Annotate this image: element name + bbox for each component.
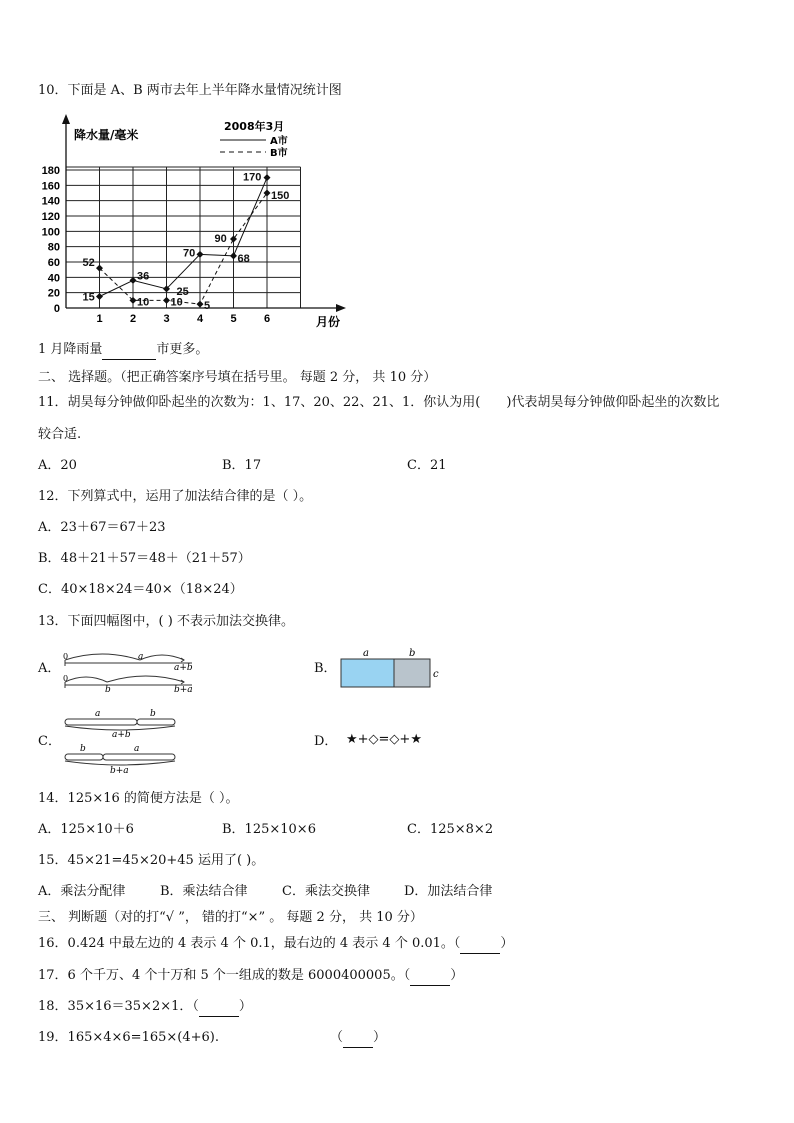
q14-option-b[interactable]: B．125×10×6	[222, 822, 316, 837]
q15-option-c[interactable]: C．乘法交换律	[282, 884, 370, 899]
y-tick-label: 140	[41, 195, 60, 208]
data-label: 5	[204, 300, 211, 313]
chart-labels	[42, 119, 340, 329]
data-point	[130, 277, 137, 284]
fig-a-aplusb: a+b	[174, 663, 193, 673]
q17-close: ）	[450, 968, 464, 983]
x-tick-label: 5	[230, 313, 237, 325]
data-point	[96, 293, 103, 300]
q17-line	[38, 967, 463, 986]
q13-label-d[interactable]: D．	[314, 734, 338, 749]
y-tick-label: 100	[41, 226, 60, 239]
q15-option-b[interactable]: B．乘法结合律	[160, 884, 248, 899]
q13-stem: 13．下面四幅图中，( ) 不表示加法交换律。	[38, 614, 294, 629]
data-point	[264, 190, 271, 197]
data-label: 70	[183, 247, 196, 260]
data-point	[230, 236, 237, 243]
section2-heading: 二、 选择题。（把正确答案序号填在括号里。 每题 2 分， 共 10 分）	[38, 370, 437, 385]
q11-option-c[interactable]: C．21	[407, 458, 447, 473]
q11-stem-line2: 较合适.	[38, 427, 82, 442]
q19-stem: 19．165×4×6=165×(4+6).	[38, 1030, 219, 1045]
q15-option-d[interactable]: D．加法结合律	[404, 884, 493, 899]
y-axis-arrow	[62, 114, 70, 124]
fig-c-a-2: a	[134, 744, 140, 754]
y-tick-label: 20	[47, 287, 60, 300]
q10-answer-prefix: 1 月降雨量	[38, 342, 103, 357]
y-tick-label: 80	[47, 241, 60, 254]
q17-stem: 17．6 个千万、4 个十万和 5 个一组成的数是 6000400005。（	[38, 968, 411, 983]
q13-label-a[interactable]: A．	[38, 661, 61, 676]
x-axis-arrow	[336, 304, 346, 312]
q18-answer-blank[interactable]	[199, 998, 239, 1017]
data-label: 10	[137, 296, 150, 309]
chart-title: 2008年3月	[224, 120, 285, 133]
fig-a-b: b	[105, 685, 111, 692]
q16-close: ）	[500, 936, 514, 951]
q17-answer-blank[interactable]	[410, 967, 450, 986]
fig-c-aplusb: a+b	[112, 730, 131, 740]
x-tick-label: 2	[129, 313, 137, 325]
legend-label: B市	[270, 148, 288, 159]
data-label: 10	[170, 296, 183, 309]
q19-answer-area	[330, 1029, 386, 1048]
q10-answer-suffix: 市更多。	[156, 342, 209, 357]
q18-line	[38, 998, 252, 1017]
y-tick-label: 120	[41, 211, 60, 223]
data-point	[230, 252, 237, 259]
q16-stem: 16．0.424 中最左边的 4 表示 4 个 0.1，最右边的 4 表示 4 个 0.01。（	[38, 936, 461, 951]
y-tick-label: 160	[41, 180, 60, 193]
q11-option-b[interactable]: B．17	[222, 458, 262, 473]
q12-option-c[interactable]: C．40×18×24＝40×（18×24）	[38, 582, 243, 597]
q13-figure-a	[62, 646, 202, 692]
fig-b-a: a	[363, 648, 369, 659]
q12-stem: 12．下列算式中，运用了加法结合律的是（ ）。	[38, 489, 313, 504]
q12-option-b[interactable]: B．48＋21＋57＝48＋（21＋57）	[38, 551, 251, 566]
x-axis-title: 月份	[316, 315, 341, 329]
y-tick-label: 0	[53, 303, 60, 315]
q13-figure-b	[336, 645, 446, 691]
series-line-0	[100, 178, 268, 297]
fig-b-region-a	[341, 659, 394, 687]
section3-heading: 三、 判断题（对的打“√ ”， 错的打“×” 。 每题 2 分， 共 10 分）	[38, 910, 423, 925]
q11-option-a[interactable]: A．20	[38, 458, 77, 473]
y-tick-label: 60	[47, 257, 60, 269]
y-tick-label: 180	[41, 165, 60, 177]
fig-b-region-b	[394, 659, 430, 687]
fig-a-bplusa: b+a	[174, 685, 193, 692]
q10-answer-blank[interactable]	[102, 341, 156, 360]
fig-c-a: a	[95, 709, 101, 719]
q10-title: 10．下面是 A、B 两市去年上半年降水量情况统计图	[38, 83, 342, 98]
x-tick-label: 6	[263, 313, 271, 325]
q11-stem-b: )代表胡昊每分钟做仰卧起坐的次数比	[506, 395, 720, 410]
x-tick-label: 3	[163, 313, 170, 325]
q13-label-c[interactable]: C．	[38, 734, 61, 749]
data-point	[163, 297, 170, 304]
q13-figure-d: ★+◇=◇+★	[346, 732, 422, 747]
y-axis-title: 降水量/毫米	[74, 128, 139, 142]
q10-answer-line	[38, 341, 208, 360]
fig-a-zero: 0	[63, 652, 69, 661]
q19-close: ）	[373, 1030, 387, 1045]
q14-option-a[interactable]: A．125×10＋6	[38, 822, 134, 837]
fig-c-bplusa: b+a	[110, 766, 129, 776]
data-label: 52	[82, 257, 95, 270]
fig-b-b: b	[409, 648, 416, 659]
q15-stem: 15．45×21=45×20+45 运用了( )。	[38, 853, 265, 868]
data-label: 25	[176, 285, 189, 298]
q19-open: （	[330, 1030, 344, 1045]
q11-stem-line1	[38, 394, 719, 412]
data-label: 90	[214, 233, 227, 245]
data-label: 150	[271, 190, 290, 202]
data-label: 15	[82, 291, 95, 304]
q16-line	[38, 935, 513, 954]
q18-stem: 18．35×16＝35×2×1．（	[38, 999, 199, 1014]
q19-answer-blank[interactable]	[343, 1029, 373, 1048]
q15-option-a[interactable]: A．乘法分配律	[38, 884, 126, 899]
data-point	[197, 301, 204, 308]
fig-b-c: c	[433, 669, 439, 680]
fig-a-zero-2: 0	[63, 674, 69, 683]
data-label: 170	[243, 171, 262, 184]
x-tick-label: 4	[196, 313, 204, 325]
fig-c-b-2: b	[80, 744, 86, 754]
q13-figure-c	[62, 704, 182, 776]
data-point	[264, 174, 271, 181]
q14-option-c[interactable]: C．125×8×2	[407, 822, 494, 837]
q11-stem-a: 11．胡昊每分钟做仰卧起坐的次数为：1、17、20、22、21、1．你认为用(	[38, 395, 481, 410]
chart-axes	[62, 114, 346, 312]
data-label: 36	[137, 270, 150, 283]
fig-a-a: a	[138, 652, 144, 662]
q19-line	[38, 1029, 219, 1047]
q16-answer-blank[interactable]	[460, 935, 500, 954]
fig-c-b: b	[150, 709, 156, 719]
legend-label: A市	[270, 136, 288, 147]
data-label: 68	[237, 252, 250, 265]
x-tick-label: 1	[96, 313, 103, 325]
rainfall-line-chart	[30, 110, 360, 335]
q18-close: ）	[238, 999, 252, 1014]
q14-stem: 14．125×16 的简便方法是（ ）。	[38, 791, 239, 806]
q12-option-a[interactable]: A．23＋67＝67＋23	[38, 520, 166, 535]
q13-label-b[interactable]: B．	[314, 661, 337, 676]
y-tick-label: 40	[47, 272, 60, 285]
